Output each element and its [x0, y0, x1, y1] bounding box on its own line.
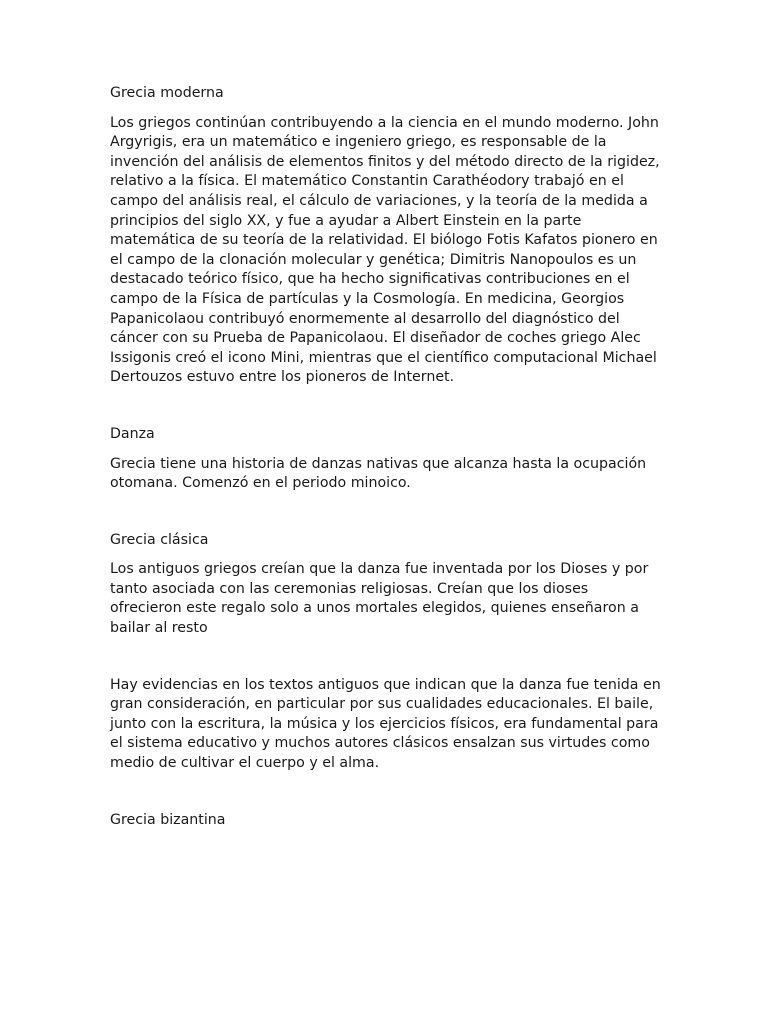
paragraph-grecia-moderna: Los griegos continúan contribuyendo a la ciencia en el mundo moderno. John Argyrigis, era un matemático e ingeniero griego, es responsable de la invención del análisis de elementos finitos y del método directo de la rigidez, relativo a la física. El matemático Constantin Carathéodory trabajó en el campo del análisis real, el cálculo de variaciones, y la teoría de la medida a principios del siglo XX, y fue a ayudar a Albert Einstein en la parte matemática de su teoría de la relatividad. El biólogo Fotis Kafatos pionero en el campo de la clonación molecular y genética; Dimitris Nanopoulos es un destacado teórico físico, que ha hecho significativas contribuciones en el campo de la Física de partículas y la Cosmología. En medicina, Georgios Papanicolaou contribuyó enormemente al desarrollo del diagnóstico del cáncer con su Prueba de Papanicolaou. El diseñador de coches griego Alec Issigonis creó el icono Mini, mientras que el científico computacional Michael Dertouzos estuvo entre los pioneros de Internet. [110, 114, 660, 386]
section-title-grecia-moderna: Grecia moderna [110, 85, 224, 101]
paragraph-danza: Grecia tiene una historia de danzas nativas que alcanza hasta la ocupación otomana. Comenzó en el periodo minoico. [110, 455, 647, 492]
paragraph-grecia-clasica-2: Hay evidencias en los textos antiguos que indican que la danza fue tenida en gran consideración, en particular por sus cualidades educacionales. El baile, junto con la escritura, la música y los ejercicios físicos, era fundamental para el sistema educativo y muchos autores clásicos ensalzan sus virtudes como medio de cultivar el cuerpo y el alma. [110, 676, 661, 772]
section-title-grecia-bizantina: Grecia bizantina [110, 811, 226, 828]
section-title-danza: Danza [110, 425, 155, 442]
section-title-grecia-clasica: Grecia clásica [110, 531, 209, 548]
paragraph-grecia-clasica-1: Los antiguos griegos creían que la danza fue inventada por los Dioses y por tanto asociada con las ceremonias religiosas. Creían que los dioses ofrecieron este regalo solo a unos mortales elegidos, quienes enseñaron a bailar al resto [110, 561, 649, 637]
document-page [110, 84, 662, 830]
